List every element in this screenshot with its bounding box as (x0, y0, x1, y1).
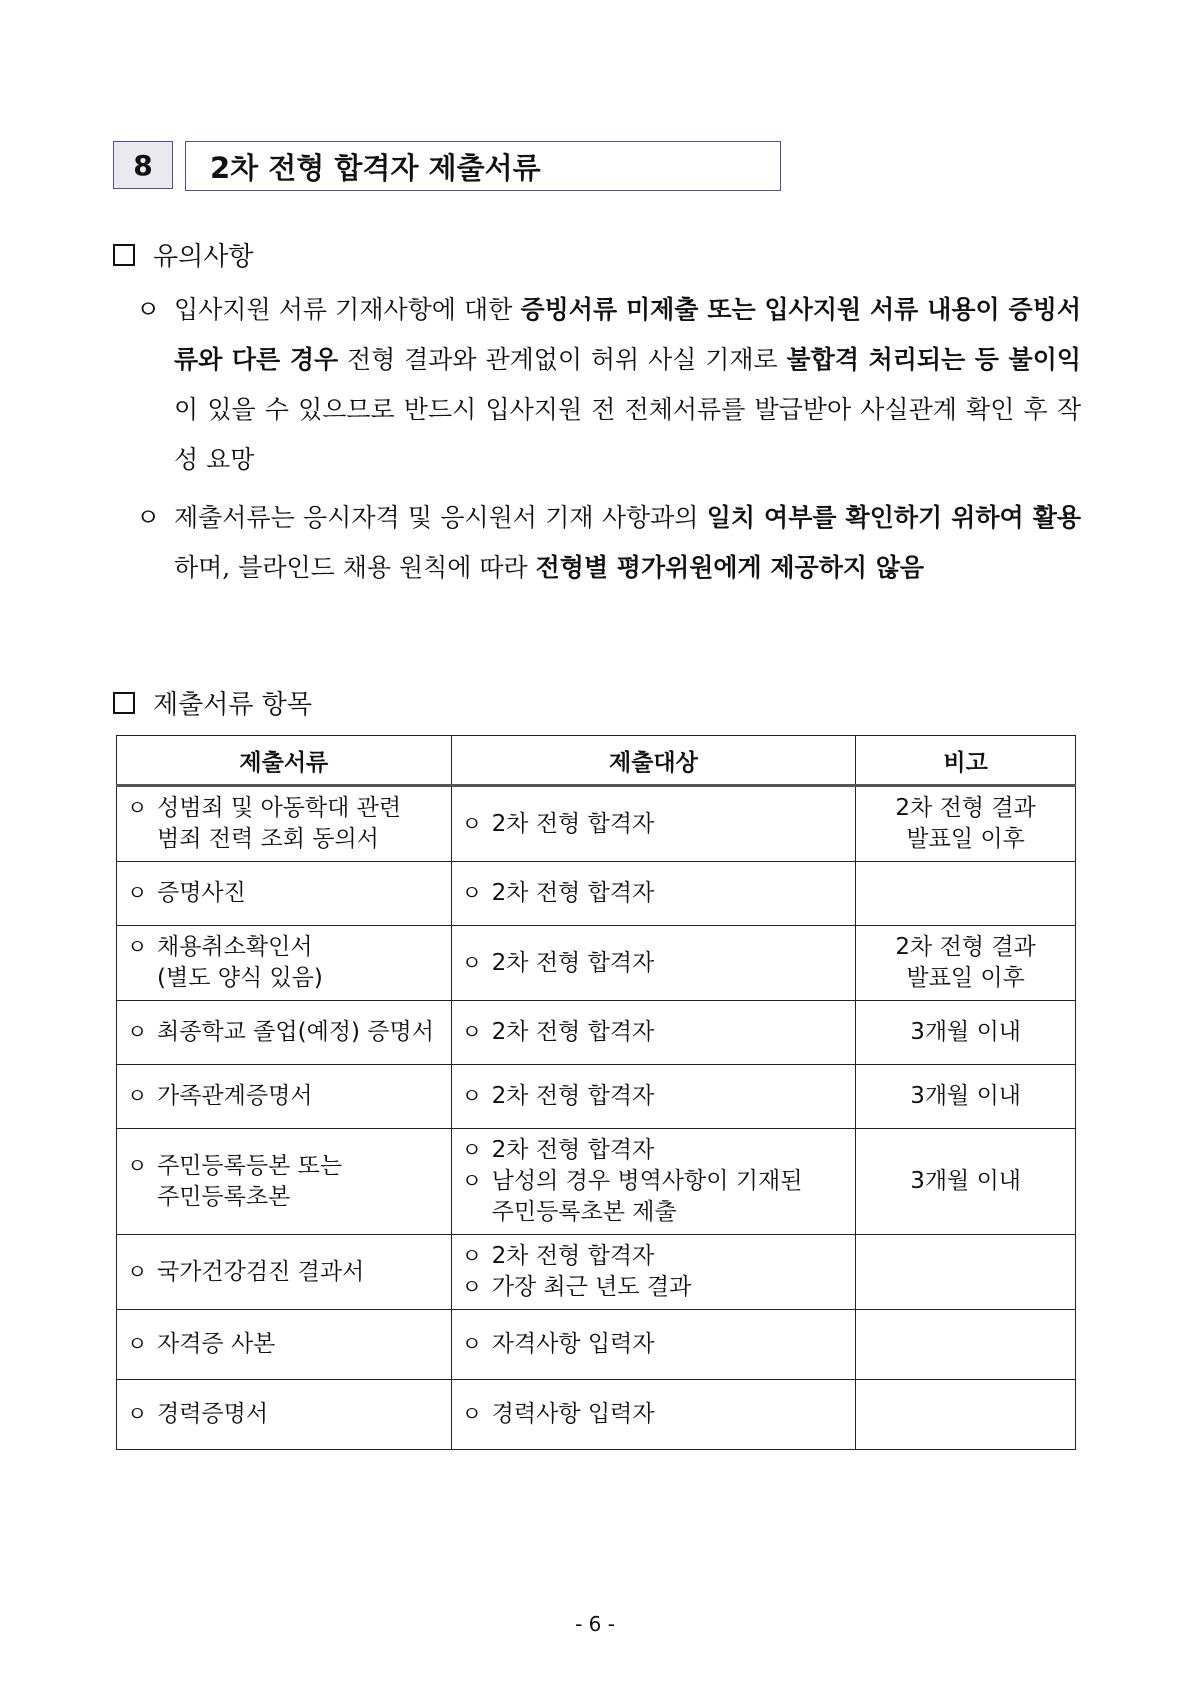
cell-target (451, 1380, 856, 1450)
cell-note: 3개월 이내 (856, 1129, 1076, 1235)
docs-heading: 제출서류 항목 (113, 684, 312, 721)
documents-table (116, 735, 1076, 1450)
paragraph-text: 하며, 블라인드 채용 원칙에 따라 (174, 553, 536, 582)
cell-document (117, 1235, 452, 1310)
list-item (127, 932, 441, 994)
list-item-text: 자격사항 입력자 (491, 1331, 655, 1357)
cell-target (451, 786, 856, 862)
list-item (462, 1166, 846, 1228)
list-item (127, 1257, 441, 1288)
circle-bullet-icon: ㅇ (461, 811, 482, 836)
list-item (127, 1017, 441, 1048)
document-name: 자격증 사본 (157, 1331, 276, 1357)
list-item (462, 1241, 846, 1272)
circle-bullet-icon: ㅇ (461, 1275, 482, 1299)
table-row (117, 926, 1076, 1001)
circle-bullet-icon: ㅇ (127, 935, 148, 959)
paragraph-text: 전형 결과와 관계없이 허위 사실 기재로 (338, 345, 787, 374)
cell-target (451, 862, 856, 926)
checkbox-icon (113, 692, 135, 714)
table-header-row (117, 736, 1076, 786)
table-row (117, 862, 1076, 926)
circle-bullet-icon: ㅇ (461, 1169, 482, 1193)
cell-target (451, 1065, 856, 1129)
circle-bullet-icon: ㅇ (461, 1138, 482, 1162)
list-item (127, 1399, 441, 1430)
list-item (462, 1329, 846, 1360)
page-number: - 6 - (575, 1612, 615, 1636)
list-item (462, 878, 846, 909)
table-row (117, 1065, 1076, 1129)
cell-target (451, 1310, 856, 1380)
list-item (462, 1017, 846, 1048)
cell-document (117, 862, 452, 926)
list-item-text: 2차 전형 합격자 (491, 1137, 655, 1163)
list-item (462, 1135, 846, 1166)
emphasized-text: 증빙서류 미제출 또는 입사지원 서류 내용이 증빙서류와 다른 경우 (174, 295, 1081, 374)
list-item-text: 2차 전형 합격자 (491, 1019, 655, 1045)
circle-bullet-icon: ㅇ (127, 881, 148, 905)
section-title: 2차 전형 합격자 제출서류 (185, 141, 781, 191)
checkbox-icon (113, 244, 135, 266)
circle-bullet-icon: ㅇ (127, 1020, 148, 1044)
document-name: 경력증명서 (157, 1401, 269, 1427)
cell-document (117, 1380, 452, 1450)
circle-bullet-icon: ㅇ (461, 1084, 482, 1108)
document-name: 성범죄 및 아동학대 관련 범죄 전력 조회 동의서 (157, 795, 402, 852)
circle-bullet-icon: ㅇ (461, 1402, 482, 1426)
list-item (462, 809, 846, 840)
circle-bullet-icon: ㅇ (461, 1244, 482, 1268)
cell-target (451, 926, 856, 1001)
circle-bullet-icon: ㅇ (127, 1259, 148, 1284)
cell-note (856, 1380, 1076, 1450)
list-item-text: 2차 전형 합격자 (491, 880, 655, 906)
paragraph-text: 제출서류는 응시자격 및 응시원서 기재 사항과의 (174, 503, 707, 532)
circle-bullet-icon: ㅇ (461, 950, 482, 975)
cell-target (451, 1001, 856, 1065)
circle-bullet-icon: ㅇ (461, 1020, 482, 1044)
paragraph-text: 이 있을 수 있으므로 반드시 입사지원 전 전체서류를 발급받아 사실관계 확인 후 작성 요망 (174, 395, 1081, 474)
document-name: 채용취소확인서 (별도 양식 있음) (157, 934, 323, 991)
note-paragraph-2 (136, 493, 1081, 593)
cell-note (856, 1310, 1076, 1380)
cell-target (451, 1235, 856, 1310)
circle-bullet-icon: ㅇ (127, 1402, 148, 1426)
list-item (127, 1151, 441, 1213)
cell-note: 3개월 이내 (856, 1001, 1076, 1065)
section-number: 8 (113, 141, 173, 189)
list-item (127, 793, 441, 855)
list-item (127, 878, 441, 909)
emphasized-text: 일치 여부를 확인하기 위하여 활용 (706, 503, 1081, 532)
document-name: 최종학교 졸업(예정) 증명서 (157, 1019, 434, 1045)
circle-bullet-icon: ㅇ (127, 1332, 148, 1356)
list-item (127, 1329, 441, 1360)
circle-bullet-icon: ㅇ (127, 1153, 148, 1178)
document-name: 주민등록등본 또는 주민등록초본 (157, 1152, 343, 1210)
table-row (117, 1235, 1076, 1310)
circle-bullet-icon: ㅇ (127, 796, 148, 820)
table-row (117, 1001, 1076, 1065)
circle-bullet-icon: ㅇ (136, 503, 161, 532)
note-paragraph-1 (136, 285, 1081, 485)
list-item (462, 1081, 846, 1112)
cell-document (117, 926, 452, 1001)
cell-document (117, 1129, 452, 1235)
header-target: 제출대상 (451, 736, 856, 786)
cell-note (856, 1235, 1076, 1310)
list-item (462, 948, 846, 979)
table-row (117, 1380, 1076, 1450)
list-item (462, 1399, 846, 1430)
cell-note: 2차 전형 결과 발표일 이후 (856, 786, 1076, 862)
table-row (117, 1129, 1076, 1235)
emphasized-text: 전형별 평가위원에게 제공하지 않음 (535, 553, 925, 582)
list-item-text: 남성의 경우 병역사항이 기재된 주민등록초본 제출 (491, 1168, 803, 1225)
list-item-text: 2차 전형 합격자 (491, 810, 655, 837)
document-name: 국가건강검진 결과서 (157, 1258, 365, 1285)
cell-note (856, 862, 1076, 926)
list-item-text: 2차 전형 합격자 (491, 1083, 655, 1109)
section-header (113, 141, 781, 191)
list-item-text: 경력사항 입력자 (491, 1401, 655, 1427)
list-item (462, 1272, 846, 1303)
circle-bullet-icon: ㅇ (136, 295, 161, 324)
cell-note: 2차 전형 결과 발표일 이후 (856, 926, 1076, 1001)
notes-heading: 유의사항 (113, 236, 253, 273)
circle-bullet-icon: ㅇ (127, 1084, 148, 1108)
circle-bullet-icon: ㅇ (461, 881, 482, 905)
list-item-text: 2차 전형 합격자 (491, 1243, 655, 1269)
table-row (117, 1310, 1076, 1380)
document-name: 증명사진 (157, 880, 246, 906)
list-item (127, 1081, 441, 1112)
cell-note: 3개월 이내 (856, 1065, 1076, 1129)
cell-document (117, 1310, 452, 1380)
cell-target (451, 1129, 856, 1235)
cell-document (117, 1001, 452, 1065)
list-item-text: 가장 최근 년도 결과 (491, 1274, 692, 1300)
cell-document (117, 786, 452, 862)
circle-bullet-icon: ㅇ (461, 1332, 482, 1356)
paragraph-text: 입사지원 서류 기재사항에 대한 (174, 295, 521, 324)
list-item-text: 2차 전형 합격자 (491, 949, 655, 976)
header-documents: 제출서류 (117, 736, 452, 786)
header-note: 비고 (856, 736, 1076, 786)
cell-document (117, 1065, 452, 1129)
table-row (117, 786, 1076, 862)
emphasized-text: 불합격 처리되는 등 불이익 (786, 345, 1082, 374)
document-name: 가족관계증명서 (157, 1083, 313, 1109)
